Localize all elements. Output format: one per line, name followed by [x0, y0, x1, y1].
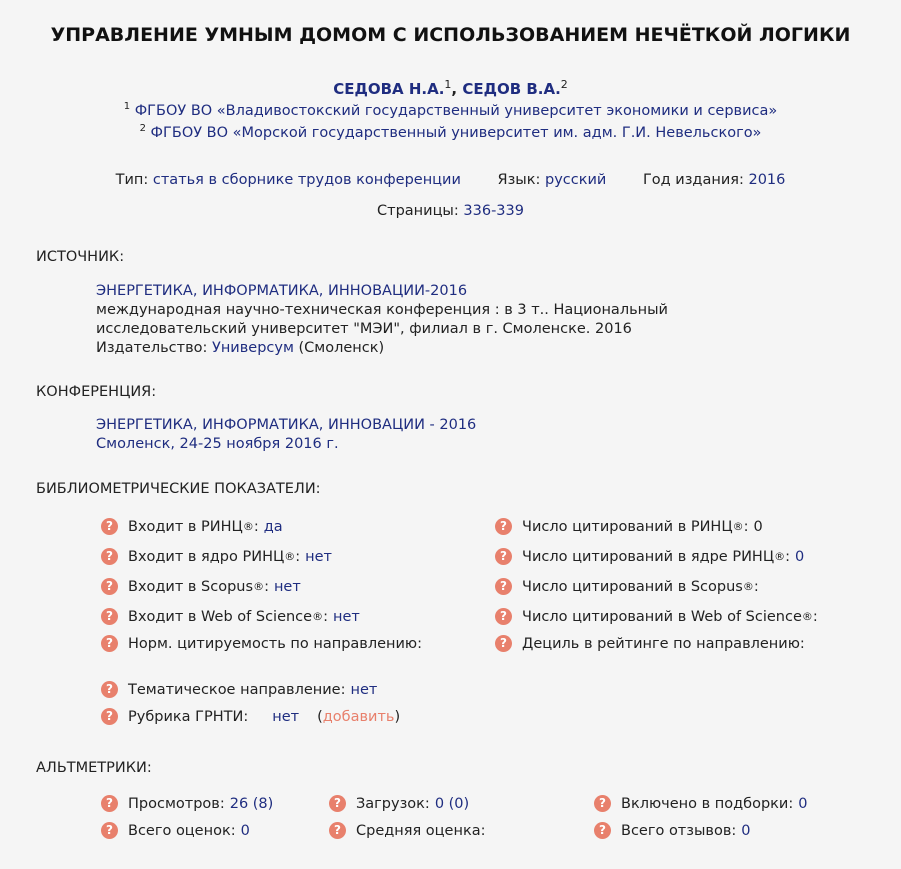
help-icon[interactable]: ?	[329, 795, 346, 812]
year-label: Год издания:	[642, 172, 744, 188]
source-block	[96, 282, 816, 358]
help-icon[interactable]: ?	[495, 578, 512, 595]
metric-norm-citation	[101, 635, 422, 652]
help-icon[interactable]: ?	[495, 608, 512, 625]
meta-row	[0, 172, 901, 188]
author-link[interactable]: СЕДОВА Н.А.	[333, 80, 445, 98]
alt-downloads	[329, 795, 469, 812]
alt-views	[101, 795, 273, 812]
help-icon[interactable]: ?	[101, 681, 118, 698]
metric-label: Входит в Web of Science	[128, 608, 313, 625]
metric-value: 0 (0)	[434, 795, 470, 812]
help-icon[interactable]: ?	[101, 708, 118, 725]
metric-value: да	[263, 518, 283, 535]
metric-theme	[101, 681, 377, 698]
publisher-link[interactable]: Универсум	[211, 340, 294, 356]
metric-label: Загрузок:	[356, 795, 430, 812]
affiliation-sup: 1	[123, 101, 131, 112]
author-sup: 1	[444, 78, 452, 91]
alt-ratings	[101, 822, 250, 839]
year-value: 2016	[748, 172, 786, 188]
metric-label: Входит в ядро РИНЦ	[128, 548, 285, 565]
conference-link[interactable]: ЭНЕРГЕТИКА, ИНФОРМАТИКА, ИННОВАЦИИ - 2016	[96, 417, 477, 433]
help-icon[interactable]: ?	[101, 822, 118, 839]
article-title: УПРАВЛЕНИЕ УМНЫМ ДОМОМ С ИСПОЛЬЗОВАНИЕМ НЕЧЁТКОЙ ЛОГИКИ	[50, 24, 851, 46]
pages-row	[0, 203, 901, 219]
type-label: Тип:	[115, 172, 149, 188]
metric-label: Число цитирований в РИНЦ	[522, 518, 733, 535]
affiliation-link[interactable]: ФГБОУ ВО «Морской государственный университет им. адм. Г.И. Невельского»	[150, 124, 762, 141]
alt-avg	[329, 822, 485, 839]
pages-label: Страницы:	[377, 203, 459, 219]
affiliation-sup: 2	[139, 123, 146, 134]
metric-value: 0	[240, 822, 250, 839]
metric-scopus: ? Входит в Scopus ® : нет	[101, 578, 301, 595]
metric-label: Дециль в рейтинге по направлению:	[522, 635, 805, 652]
metric-value: нет	[305, 548, 332, 565]
metric-cit-rinc: ? Число цитирований в РИНЦ ® : 0	[495, 518, 763, 535]
metric-label: Тематическое направление:	[128, 681, 346, 698]
source-link[interactable]: ЭНЕРГЕТИКА, ИНФОРМАТИКА, ИННОВАЦИИ-2016	[96, 283, 468, 299]
type-value: статья в сборнике трудов конференции	[152, 172, 461, 188]
help-icon[interactable]: ?	[101, 635, 118, 652]
help-icon[interactable]: ?	[101, 578, 118, 595]
pages-value: 336-339	[463, 203, 524, 219]
help-icon[interactable]: ?	[101, 795, 118, 812]
metric-grnti: ? Рубрика ГРНТИ: нет (добавить)	[101, 708, 400, 725]
metric-label: Число цитирований в ядре РИНЦ	[522, 548, 775, 565]
metric-label: Входит в РИНЦ	[128, 518, 243, 535]
metric-value: 0	[798, 795, 808, 812]
reg-mark: ®	[284, 550, 296, 563]
conference-block	[96, 416, 816, 454]
help-icon[interactable]: ?	[594, 822, 611, 839]
conference-heading: КОНФЕРЕНЦИЯ:	[36, 384, 157, 400]
reg-mark: ®	[732, 520, 744, 533]
conference-place-link[interactable]: Смоленск, 24-25 ноября 2016 г.	[96, 436, 339, 452]
affiliation	[0, 101, 901, 119]
metric-cit-scopus: ? Число цитирований в Scopus ® :	[495, 578, 759, 595]
metric-label: Число цитирований в Scopus	[522, 578, 743, 595]
reg-mark: ®	[801, 610, 813, 623]
help-icon[interactable]: ?	[329, 822, 346, 839]
source-desc: международная научно-техническая конференция : в 3 т.. Национальный исследовательский университет "МЭИ", филиал в г. Смоленске. 2016	[96, 302, 668, 337]
metric-value: нет	[350, 681, 378, 698]
metric-label: Средняя оценка:	[356, 822, 486, 839]
metric-label: Включено в подборки:	[621, 795, 794, 812]
help-icon[interactable]: ?	[495, 635, 512, 652]
alt-reviews	[594, 822, 751, 839]
metric-wos: ? Входит в Web of Science ® : нет	[101, 608, 360, 625]
metric-value: нет	[332, 608, 360, 625]
altmetrics-heading: АЛЬТМЕТРИКИ:	[36, 760, 152, 776]
help-icon[interactable]: ?	[101, 548, 118, 565]
reg-mark: ®	[742, 580, 754, 593]
help-icon[interactable]: ?	[101, 518, 118, 535]
reg-mark: ®	[253, 580, 265, 593]
metric-value: 26 (8)	[229, 795, 274, 812]
reg-mark: ®	[312, 610, 324, 623]
metric-value: 0	[794, 548, 805, 565]
metric-label: Рубрика ГРНТИ:	[128, 708, 249, 725]
metric-label: Всего оценок:	[128, 822, 236, 839]
author-link[interactable]: СЕДОВ В.А.	[462, 80, 561, 98]
reg-mark: ®	[242, 520, 254, 533]
help-icon[interactable]: ?	[594, 795, 611, 812]
metric-cit-rinc-core: ? Число цитирований в ядре РИНЦ ® : 0	[495, 548, 804, 565]
metric-decile	[495, 635, 805, 652]
metric-label: Просмотров:	[128, 795, 225, 812]
publisher-city: (Смоленск)	[298, 340, 385, 356]
add-grnti-link[interactable]: добавить	[322, 708, 395, 725]
affiliation-link[interactable]: ФГБОУ ВО «Владивостокский государственный университет экономики и сервиса»	[134, 102, 778, 119]
metric-value: нет	[272, 708, 300, 725]
metric-rinc-core: ? Входит в ядро РИНЦ ® : нет	[101, 548, 332, 565]
help-icon[interactable]: ?	[495, 518, 512, 535]
metric-cit-wos: ? Число цитирований в Web of Science ® :	[495, 608, 818, 625]
biblio-heading: БИБЛИОМЕТРИЧЕСКИЕ ПОКАЗАТЕЛИ:	[36, 481, 321, 497]
reg-mark: ®	[774, 550, 786, 563]
publisher-label: Издательство:	[96, 340, 208, 356]
lang-value: русский	[545, 172, 607, 188]
authors: СЕДОВА Н.А.$^1$, СЕДОВ В.А.$^2$	[333, 78, 568, 98]
source-heading: ИСТОЧНИК:	[36, 249, 125, 265]
affiliation	[0, 123, 901, 141]
metric-label: Всего отзывов:	[621, 822, 737, 839]
metric-rinc: ? Входит в РИНЦ ® : да	[101, 518, 283, 535]
alt-collections	[594, 795, 807, 812]
metric-label: Норм. цитируемость по направлению:	[128, 635, 423, 652]
metric-value: 0	[753, 518, 763, 535]
author-sup: 2	[560, 78, 568, 91]
metric-label: Число цитирований в Web of Science	[522, 608, 802, 625]
help-icon[interactable]: ?	[495, 548, 512, 565]
lang-label: Язык:	[497, 172, 541, 188]
metric-label: Входит в Scopus	[128, 578, 254, 595]
help-icon[interactable]: ?	[101, 608, 118, 625]
metric-value: нет	[273, 578, 301, 595]
metric-value: 0	[741, 822, 751, 839]
